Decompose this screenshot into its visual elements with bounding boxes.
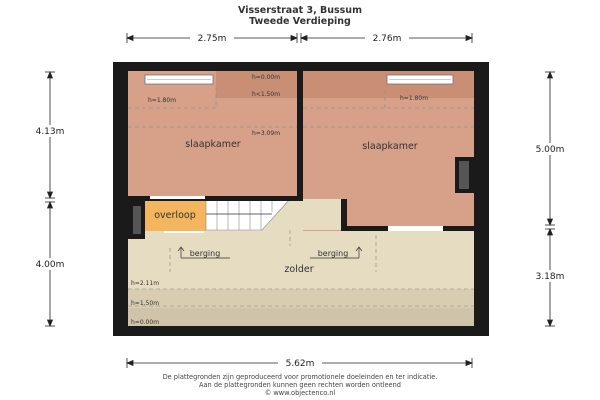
- dim-right-upper: 5.00m: [535, 145, 565, 155]
- height-211: h=2.11m: [131, 280, 160, 287]
- floor-title: Tweede Verdieping: [249, 16, 351, 27]
- height-000-top: h=0.00m: [252, 74, 281, 81]
- height-150-top: h<1.50m: [252, 91, 281, 98]
- label-overloop: overloop: [154, 210, 196, 221]
- dim-left-upper: 4.13m: [35, 127, 65, 137]
- height-309: h=3.09m: [252, 130, 281, 137]
- label-zolder: zolder: [284, 264, 314, 275]
- label-slaapkamer-left: slaapkamer: [185, 139, 241, 150]
- label-berging-left: berging: [189, 249, 221, 258]
- dim-bottom-total: 5.62m: [285, 359, 315, 369]
- dim-top-right: 2.76m: [372, 34, 402, 44]
- address-title: Visserstraat 3, Bussum: [238, 5, 362, 16]
- height-150-bottom: h=1.50m: [131, 300, 160, 307]
- footer-line-3: © www.objectenco.nl: [264, 389, 336, 397]
- footer-line-1: De plattegronden zijn geproduceerd voor promotionele doeleinden en ter indicatie.: [162, 373, 438, 381]
- label-slaapkamer-right: slaapkamer: [362, 141, 418, 152]
- height-180-right: h=1.80m: [400, 95, 429, 102]
- footer-line-2: Aan de plattegronden kunnen geen rechten worden ontleend: [199, 381, 401, 389]
- label-berging-right: berging: [317, 249, 349, 258]
- dim-left-lower: 4.00m: [35, 260, 65, 270]
- height-180-left: h=1.80m: [148, 97, 177, 104]
- dim-right-lower: 3.18m: [535, 272, 565, 282]
- height-000-bottom: h=0.00m: [131, 319, 160, 326]
- dim-top-left: 2.75m: [197, 34, 227, 44]
